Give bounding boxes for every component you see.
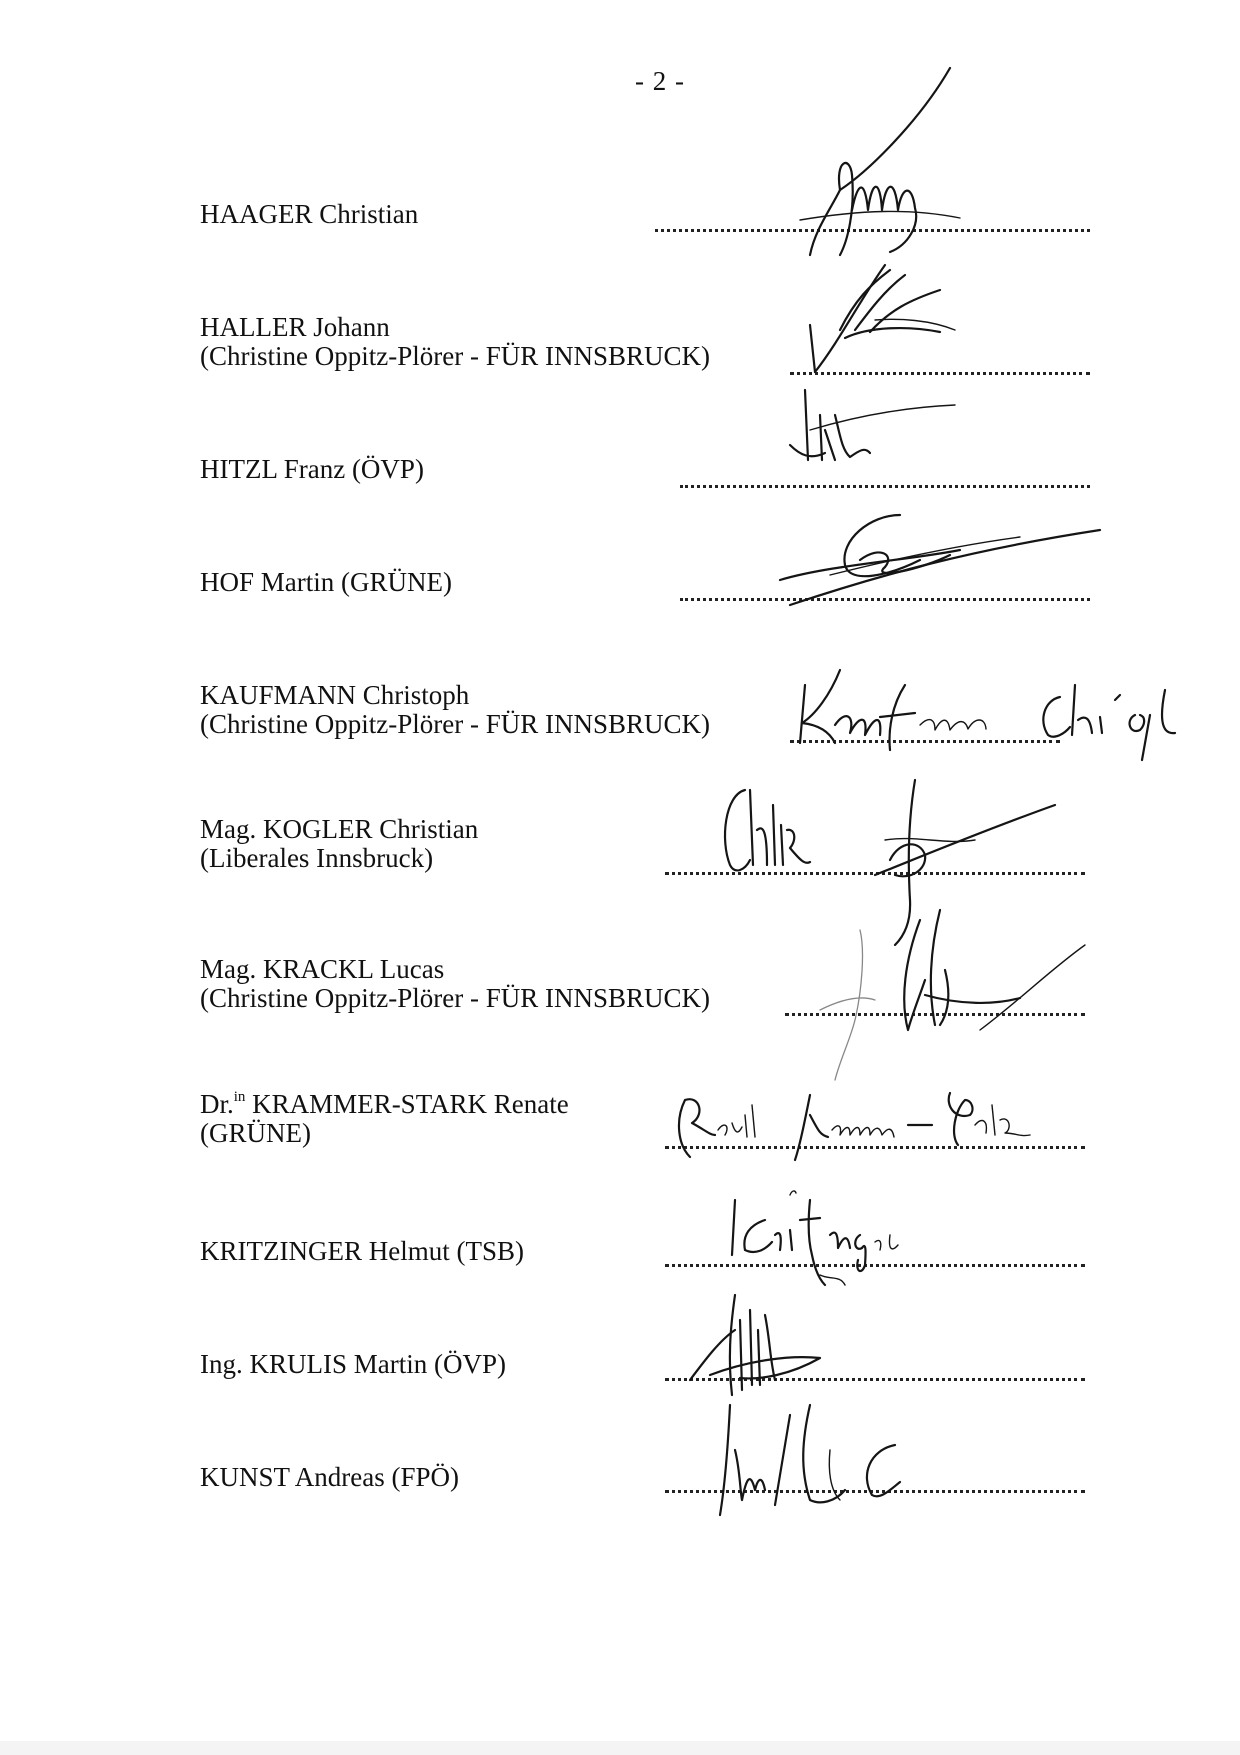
signatory-name	[200, 568, 452, 597]
signatory-name-line	[200, 1090, 569, 1119]
signatory-name-line: HITZL Franz (ÖVP)	[200, 454, 424, 484]
signatory-name-line: HALLER Johann	[200, 312, 390, 342]
signature-haller	[800, 260, 1000, 380]
signatory-name	[200, 1350, 506, 1379]
signatory-name	[200, 681, 710, 739]
signatory-name-line: KRITZINGER Helmut (TSB)	[200, 1236, 524, 1266]
signature-line	[680, 483, 1090, 488]
signatory-name-line: KUNST Andreas (FPÖ)	[200, 1462, 460, 1492]
academic-title-suffix: in	[233, 1089, 246, 1105]
signature-haager	[740, 60, 970, 260]
signatory-name	[200, 455, 424, 484]
signatory-name-line: HAAGER Christian	[200, 199, 419, 229]
signatory-name-line: Ing. KRULIS Martin (ÖVP)	[200, 1349, 506, 1379]
signature-krulis	[680, 1280, 880, 1400]
signatory-affiliation: (Christine Oppitz-Plörer - FÜR INNSBRUCK)	[200, 983, 710, 1013]
page-number: - 2 -	[635, 66, 685, 96]
signatory-name	[200, 1090, 569, 1148]
signature-hitzl	[780, 375, 980, 465]
signatory-name-text: KRAMMER-STARK Renate	[252, 1089, 569, 1119]
signature-kaufmann	[780, 655, 1200, 765]
signatory-name	[200, 200, 418, 229]
signatory-affiliation: (Christine Oppitz-Plörer - FÜR INNSBRUCK)	[200, 709, 710, 739]
signatory-name	[200, 313, 710, 371]
signature-krackl	[800, 900, 1100, 1090]
signatory-name-line: Mag. KOGLER Christian	[200, 814, 479, 844]
signatory-affiliation: (Christine Oppitz-Plörer - FÜR INNSBRUCK)	[200, 341, 710, 371]
signatory-name	[200, 1237, 524, 1266]
signatory-affiliation: (GRÜNE)	[200, 1118, 311, 1148]
signatory-name	[200, 955, 710, 1013]
signatory-name-line: Mag. KRACKL Lucas	[200, 954, 445, 984]
signatory-name-line: HOF Martin (GRÜNE)	[200, 567, 452, 597]
signature-krammer-stark	[670, 1075, 1090, 1165]
signatory-affiliation: (Liberales Innsbruck)	[200, 843, 434, 873]
scan-edge	[0, 1741, 1240, 1755]
signature-kritzinger	[720, 1180, 1000, 1290]
signature-hof	[770, 505, 1110, 615]
signatory-name-line: KAUFMANN Christoph	[200, 680, 470, 710]
academic-title: Dr.	[200, 1089, 234, 1119]
signature-kunst	[710, 1390, 910, 1520]
signatory-name	[200, 1463, 459, 1492]
signatory-name	[200, 815, 478, 873]
